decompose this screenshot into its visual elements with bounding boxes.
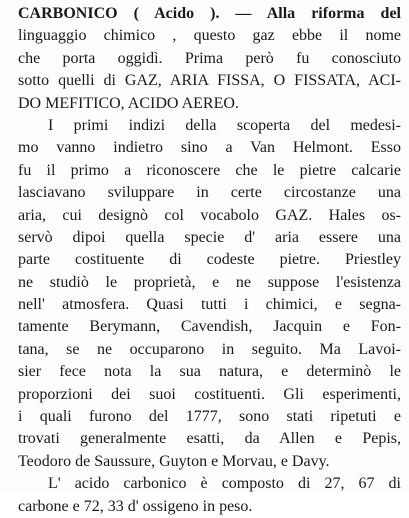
text-line: sotto quelli di GAZ, ARIA FISSA, O FISSATA, ACI-	[18, 72, 401, 90]
text-line: aria, cui designò col vocabolo GAZ. Hales os-	[18, 206, 401, 224]
text-line: parte costituente di codeste pietre. Priestley	[18, 251, 401, 269]
text-line: linguaggio chimico , questo gaz ebbe il nome	[18, 27, 401, 45]
text-line: ne studiò le proprietà, e ne suppose l'esistenza	[18, 273, 401, 291]
text-line: trovati generalmente esatti, da Allen e Pepis,	[18, 430, 401, 448]
text-line: Teodoro de Saussure, Guyton e Morvau, e Davy.	[18, 452, 330, 470]
text-line: tamente Berymann, Cavendish, Jacquin e Fon-	[18, 318, 401, 336]
text-line: CARBONICO ( Acido ). — Alla riforma del	[18, 5, 401, 22]
text-line: servò dipoi quella specie d' aria essere una	[18, 228, 401, 246]
text-line: tana, se ne occuparono in seguito. Ma Lavoi-	[18, 340, 401, 358]
text-line: lasciavano svilupparе in certe circostanze una	[18, 184, 401, 202]
text-line: L' acido carbonico è composto di 27, 67 di	[48, 475, 401, 493]
article-body	[18, 3, 401, 518]
text-line: carbone e 72, 33 d' ossigeno in peso.	[18, 497, 253, 515]
text-line: i quali furono del 1777, sono stati ripetuti e	[18, 408, 401, 426]
text-line: nell' atmosfera. Quasi tutti i chimici, e segna-	[18, 296, 401, 314]
text-line: sier fece nota la sua natura, e determinò le	[18, 363, 401, 381]
text-line: DO MEFITICO, ACIDO AEREO.	[18, 94, 239, 112]
text-line: che porta oggidì. Prima però fu conosciuto	[18, 49, 401, 67]
text-line: mo vanno indietro sino a Van Helmont. Esso	[18, 139, 401, 157]
text-line: fu il primo a riconoscere che le pietre calcarie	[18, 161, 401, 179]
text-line: proporzioni dei suoi costituenti. Gli esperimenti,	[18, 385, 401, 403]
text-line: I primi indizi della scoperta del medesi-	[48, 116, 401, 134]
